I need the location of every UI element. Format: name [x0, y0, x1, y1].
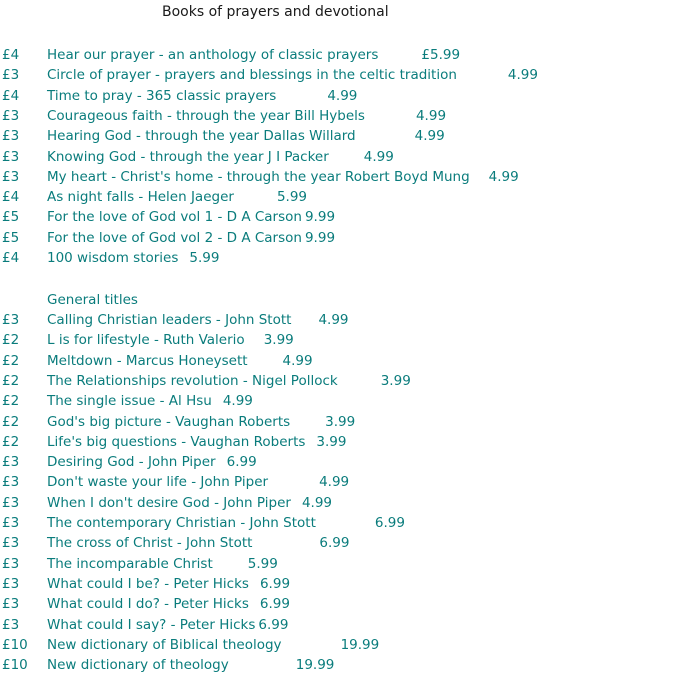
document-title: Books of prayers and devotional [162, 4, 389, 20]
sale-price: £2 [2, 433, 20, 450]
retail-price: 3.99 [316, 433, 347, 450]
book-title: The Relationships revolution - Nigel Pollock [47, 372, 338, 389]
retail-price: 19.99 [295, 657, 335, 674]
retail-price: 4.99 [327, 87, 358, 104]
book-title-line [47, 250, 219, 266]
book-title-line [47, 209, 335, 225]
sale-price: £4 [2, 250, 20, 266]
sale-price: £3 [2, 148, 20, 165]
book-title: Hearing God - through the year Dallas Willard [47, 128, 356, 145]
sale-price: £4 [2, 189, 20, 206]
retail-price: 4.99 [318, 312, 349, 328]
general-titles-heading: General titles [47, 292, 138, 308]
retail-price: 6.99 [259, 575, 291, 592]
retail-price: 5.99 [247, 555, 278, 572]
retail-price: 4.99 [282, 352, 313, 369]
book-title: The single issue - Al Hsu [47, 393, 212, 410]
retail-price: 4.99 [301, 494, 332, 511]
book-title: The contemporary Christian - John Stott [47, 515, 316, 531]
sale-price: £3 [2, 454, 20, 471]
retail-price: 6.99 [258, 616, 289, 633]
book-title: As night falls - Helen Jaeger [47, 189, 234, 206]
book-title-line [47, 353, 313, 369]
book-title: New dictionary of theology [47, 657, 229, 674]
book-title-line [47, 556, 278, 572]
sale-price: £3 [2, 535, 20, 552]
book-title: Courageous faith - through the year Bill Hybels [47, 107, 365, 124]
book-title-line [47, 637, 379, 653]
retail-price: 6.99 [259, 596, 290, 613]
retail-price: 4.99 [363, 148, 394, 165]
retail-price: 6.99 [226, 454, 257, 471]
book-title-line [47, 47, 460, 63]
book-title: For the love of God vol 2 - D A Carson [47, 229, 302, 246]
book-title: For the love of God vol 1 - D A Carson [47, 209, 302, 226]
sale-price: £3 [2, 575, 20, 592]
sale-price: £2 [2, 332, 20, 349]
retail-price: 19.99 [340, 636, 380, 653]
book-title: Desiring God - John Piper [47, 454, 216, 471]
sale-price: £3 [2, 107, 20, 124]
sale-price: £2 [2, 352, 20, 369]
book-title: New dictionary of Biblical theology [47, 636, 282, 653]
book-title-line [47, 332, 294, 348]
sale-price: £3 [2, 128, 20, 145]
book-title-line [47, 128, 445, 144]
book-title: Meltdown - Marcus Honeysett [47, 352, 248, 369]
book-title-line [47, 414, 355, 430]
sale-price: £3 [2, 168, 20, 185]
retail-price: 9.99 [304, 229, 336, 246]
retail-price: 4.99 [414, 128, 445, 145]
book-title: What could I be? - Peter Hicks [47, 575, 249, 592]
retail-price: 4.99 [415, 107, 447, 124]
sale-price: £3 [2, 494, 20, 511]
sale-price: £2 [2, 393, 20, 410]
book-title-line [47, 617, 288, 633]
book-title: 100 wisdom stories [47, 250, 179, 266]
book-title: The cross of Christ - John Stott [47, 535, 253, 552]
book-title-line [47, 88, 357, 104]
sale-price: £4 [2, 47, 20, 63]
book-title-line [47, 169, 519, 185]
book-title-line [47, 657, 334, 673]
sale-price: £3 [2, 67, 20, 84]
book-title: What could I do? - Peter Hicks [47, 596, 249, 613]
retail-price: 4.99 [488, 168, 519, 185]
sale-price: £4 [2, 87, 20, 104]
sale-price: £5 [2, 209, 20, 226]
book-title: Circle of prayer - prayers and blessings in the celtic tradition [47, 67, 457, 84]
book-title-line [47, 189, 307, 205]
retail-price: 3.99 [325, 413, 356, 430]
book-title-line [47, 535, 349, 551]
book-title: Knowing God - through the year J I Packer [47, 148, 329, 165]
sale-price: £3 [2, 312, 20, 328]
retail-price: 4.99 [222, 393, 253, 410]
retail-price: 3.99 [380, 372, 411, 389]
book-title: Hear our prayer - an anthology of classic prayers [47, 47, 379, 63]
sale-price: £3 [2, 596, 20, 613]
book-title-line [47, 67, 538, 83]
book-title-line [47, 454, 257, 470]
sale-price: £2 [2, 413, 20, 430]
book-title: The incomparable Christ [47, 555, 213, 572]
book-title: Time to pray - 365 classic prayers [47, 87, 277, 104]
book-title-line [47, 596, 290, 612]
book-title-line [47, 149, 394, 165]
retail-price: 3.99 [263, 332, 294, 349]
retail-price: £5.99 [421, 47, 461, 63]
book-title: Life's big questions - Vaughan Roberts [47, 433, 306, 450]
retail-price: 6.99 [319, 535, 350, 552]
book-title: L is for lifestyle - Ruth Valerio [47, 332, 245, 349]
book-title-line [47, 434, 346, 450]
book-title: When I don't desire God - John Piper [47, 494, 291, 511]
book-title: What could I say? - Peter Hicks [47, 616, 256, 633]
retail-price: 5.99 [189, 250, 220, 266]
retail-price: 9.99 [304, 209, 336, 226]
book-title-line [47, 373, 411, 389]
book-title-line [47, 230, 335, 246]
sale-price: £2 [2, 372, 20, 389]
book-title-line [47, 312, 349, 328]
book-title: Calling Christian leaders - John Stott [47, 312, 292, 328]
book-title-line [47, 393, 253, 409]
retail-price: 4.99 [507, 67, 538, 84]
sale-price: £5 [2, 229, 20, 246]
sale-price: £3 [2, 555, 20, 572]
book-title-line [47, 108, 446, 124]
sale-price: £3 [2, 515, 20, 531]
book-title-line [47, 515, 405, 531]
retail-price: 5.99 [276, 189, 307, 206]
sale-price: £3 [2, 616, 20, 633]
retail-price: 6.99 [374, 515, 405, 531]
book-title-line [47, 576, 290, 592]
book-title: Don't waste your life - John Piper [47, 474, 269, 491]
book-title: My heart - Christ's home - through the year Robert Boyd Mung [47, 168, 470, 185]
book-title-line [47, 474, 349, 490]
sale-price: £3 [2, 474, 20, 491]
book-title-line [47, 495, 332, 511]
book-title: God's big picture - Vaughan Roberts [47, 413, 291, 430]
sale-price: £10 [2, 636, 28, 653]
retail-price: 4.99 [319, 474, 350, 491]
sale-price: £10 [2, 657, 28, 674]
